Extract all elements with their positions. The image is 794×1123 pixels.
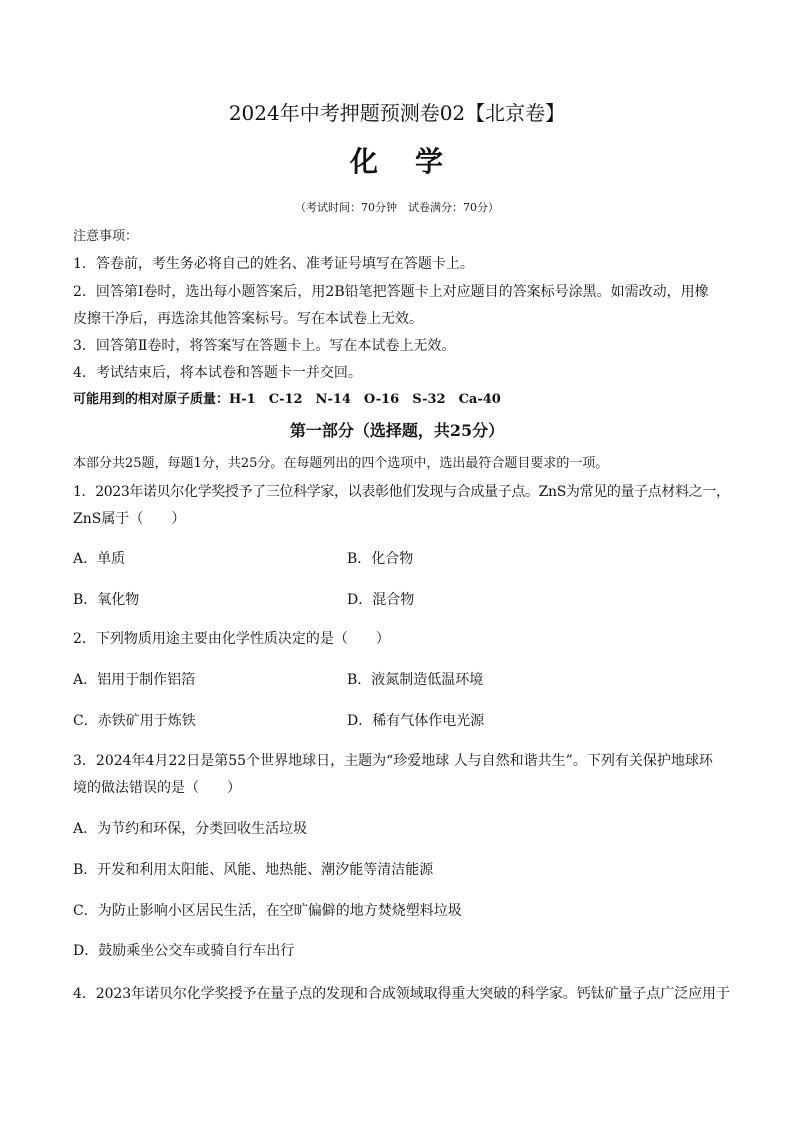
note-item-4: 4．考试结束后，将本试卷和答题卡一并交回。: [73, 365, 362, 381]
subject-char-1: 化: [349, 145, 379, 178]
notes-heading: 注意事项：: [73, 229, 139, 244]
question-1-option-c: B．氧化物: [73, 592, 140, 608]
question-3-option-b: B．开发和利用太阳能、风能、地热能、潮汐能等清洁能源: [73, 862, 434, 878]
question-3-stem: 3．2024年4月22日是第55个世界地球日，主题为“珍爱地球 人与自然和谐共生”。下列有关保护地球环: [73, 753, 713, 769]
question-3-stem-cont: 境的做法错误的是（ ）: [73, 780, 241, 796]
note-item-2-cont: 皮擦干净后，再选涂其他答案标号。写在本试卷上无效。: [73, 311, 423, 327]
question-2-option-c: C．赤铁矿用于炼铁: [73, 713, 196, 729]
question-1-option-a: A．单质: [73, 551, 126, 567]
question-3-option-d: D．鼓励乘坐公交车或骑自行车出行: [73, 943, 295, 959]
exam-info: （考试时间：70分钟 试卷满分：70分）: [295, 201, 499, 214]
question-1-option-b: B．化合物: [347, 551, 414, 567]
question-1-stem: 1．2023年诺贝尔化学奖授予了三位科学家，以表彰他们发现与合成量子点。ZnS为常见的量子点材料之一，: [73, 484, 730, 500]
note-item-2: 2．回答第Ⅰ卷时，选出每小题答案后，用2B铅笔把答题卡上对应题目的答案标号涂黑。如需改动，用橡: [73, 284, 709, 300]
part1-instructions: 本部分共25题，每题1分，共25分。在每题列出的四个选项中，选出最符合题目要求的一项。: [73, 456, 609, 471]
note-item-1: 1．答卷前，考生务必将自己的姓名、准考证号填写在答题卡上。: [73, 256, 474, 272]
question-1-stem-cont: ZnS属于（ ）: [73, 511, 186, 527]
subject-title: [0, 145, 794, 179]
question-1-option-d: D．混合物: [347, 592, 415, 608]
question-4-stem: 4．2023年诺贝尔化学奖授予在量子点的发现和合成领域取得重大突破的科学家。钙钛矿量子点广泛应用于: [73, 986, 730, 1002]
question-2-option-a: A．铝用于制作铝箔: [73, 672, 196, 688]
question-2-stem: 2．下列物质用途主要由化学性质决定的是（ ）: [73, 631, 390, 647]
question-2-option-b: B．液氮制造低温环境: [347, 672, 484, 688]
page-title: 2024年中考押题预测卷02【北京卷】: [228, 101, 566, 125]
note-item-3: 3．回答第Ⅱ卷时，将答案写在答题卡上。写在本试卷上无效。: [73, 338, 456, 354]
subject-char-2: 学: [415, 145, 445, 178]
question-3-option-a: A．为节约和环保，分类回收生活垃圾: [73, 821, 308, 837]
question-2-option-d: D．稀有气体作电光源: [347, 713, 485, 729]
question-3-option-c: C．为防止影响小区居民生活，在空旷偏僻的地方焚烧塑料垃圾: [73, 903, 462, 919]
atomic-masses: 可能用到的相对原子质量：H-1 C-12 N-14 O-16 S-32 Ca-40: [73, 392, 501, 407]
section-title-part1: 第一部分（选择题，共25分）: [289, 421, 505, 440]
